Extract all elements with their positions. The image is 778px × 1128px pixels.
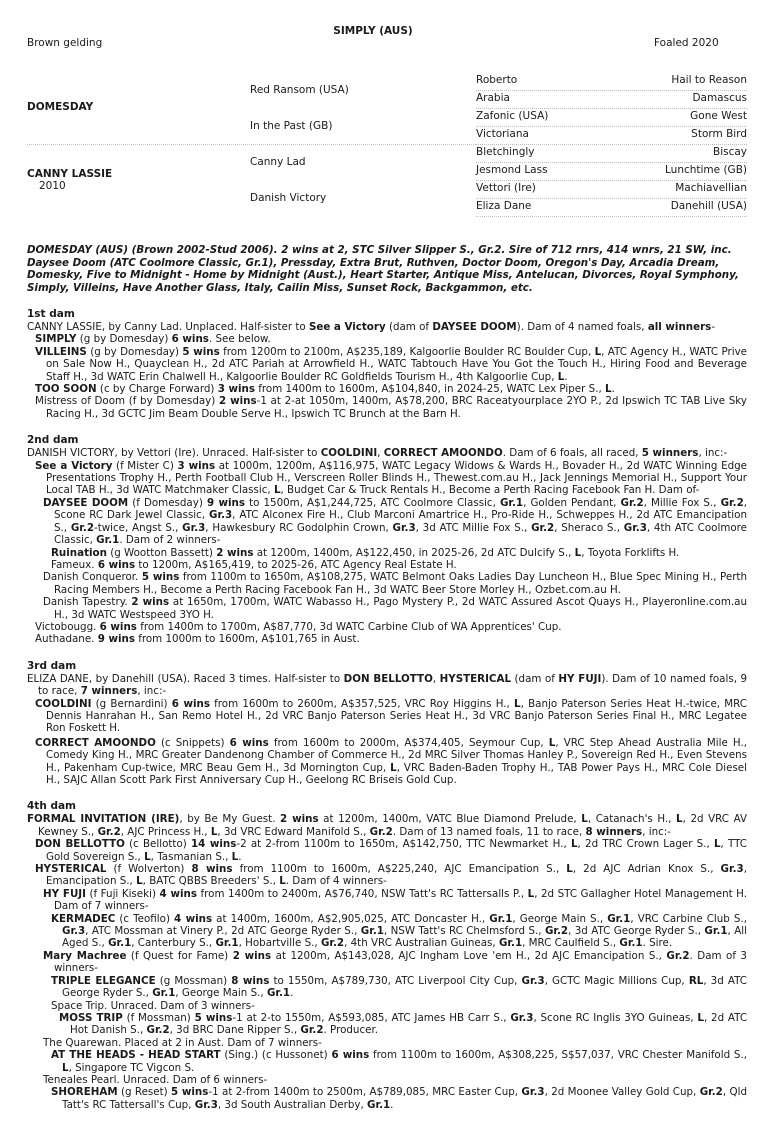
family-entry: Authadane. 9 wins from 1000m to 1600m, A$101,765 in Aust. — [35, 633, 360, 646]
lot-header — [27, 0, 747, 56]
dam-heading: 3rd dam — [27, 659, 77, 672]
dam-sections — [27, 308, 747, 1111]
horse-name: SIMPLY (AUS) — [333, 25, 413, 37]
g3-sire: Arabia — [476, 92, 510, 104]
family-entry: ELIZA DANE, by Danehill (USA). Raced 3 times. Half-sister to DON BELLOTTO, HYSTERICAL (dam of HY FUJI). Dam of 10 named foals, 9 to race, 7 winners, inc:- — [27, 672, 748, 698]
g3-grandsire: Machiavellian — [675, 182, 747, 194]
pedigree-g3-row — [476, 126, 747, 145]
g3-sire: Vettori (Ire) — [476, 182, 536, 194]
pedigree-g3-row — [476, 198, 747, 217]
g3-sire: Victoriana — [476, 128, 529, 140]
g3-grandsire: Storm Bird — [691, 128, 747, 140]
dam-section — [27, 800, 747, 1111]
pedigree-dam-name: CANNY LASSIE — [27, 168, 113, 180]
family-entry: HYSTERICAL (f Wolverton) 8 wins from 1100m to 1600m, A$225,240, AJC Emancipation S., L, 2d AJC Adrian Knox S., Gr.3, Emancipation S., L, BATC QBBS Breeders' S., L. Dam of 4 winners- — [35, 863, 747, 888]
family-entry: Danish Tapestry. 2 wins at 1650m, 1700m, WATC Wabasso H., Pago Mystery P., 2d WATC Assured Ascot Quays H., Playeronline.com.au H., 3d WATC Westspeed 3YO H. — [43, 596, 747, 621]
family-entry: FORMAL INVITATION (IRE), by Be My Guest. 2 wins at 1200m, 1400m, VATC Blue Diamond Prelude, L, Catanach's H., L, 2d VRC AV Kewney S., Gr.2, AJC Princess H., L, 3d VRC Edward Manifold S., Gr.2. Dam of 13 named foals, 11 to race, 8 winners, inc:- — [27, 813, 747, 838]
family-entry: MOSS TRIP (f Mossman) 5 wins-1 at 2-to 1550m, A$593,085, ATC James HB Carr S., Gr.3, Scone RC Inglis 3YO Guineas, L, 2d ATC Hot Danish S., Gr.2, 3d BRC Dane Ripper S., Gr.2. Producer. — [59, 1011, 748, 1037]
family-entry: VILLEINS (g by Domesday) 5 wins from 1200m to 2100m, A$235,189, Kalgoorlie Boulder RC Boulder Cup, L, ATC Agency H., WATC Prive on Sale Now H., Quayclean H., 2d ATC Pariah at Arrowfield H., WATC Tabtouch Have You Got the Touch H., Hiring Food and Beverage Staff H., 3d WATC Erin Chalwell H., Kalgoorlie Boulder RC Goldfields Tourism H., 4th Kalgoorlie Cup, L. — [35, 345, 747, 383]
g3-grandsire: Lunchtime (GB) — [665, 164, 747, 176]
family-entry: COOLDINI (g Bernardini) 6 wins from 1600m to 2600m, A$357,525, VRC Roy Higgins H., L, Banjo Paterson Series Heat H.-twice, MRC Dennis Hanrahan H., San Remo Hotel H., 2d VRC Banjo Paterson Series Heat H., 3d VRC Banjo Paterson Series Final H., MRC Legatee Ron Foskett H. — [35, 697, 747, 735]
g3-sire: Jesmond Lass — [476, 164, 548, 176]
pedigree-divider — [27, 144, 476, 145]
family-entry: CORRECT AMOONDO (c Snippets) 6 wins from 1600m to 2000m, A$374,405, Seymour Cup, L, VRC Step Ahead Australia Mile H., Comedy King H., MRC Greater Dandenong Chamber of Commerce H., 2d MRC Silver Thomas Hanley P., Sovereign Red H., Even Stevens H., Pakenham Cup-twice, MRC Beau Gem H., 3d Mornington Cup, L, VRC Baden-Baden Trophy H., TAB Power Pays H., MRC Cole Diesel H., SAJC Allan Scott Park First Anniversary Cup H., Geelong RC Briseis Gold Cup. — [35, 736, 748, 786]
family-entry: Danish Conqueror. 5 wins from 1100m to 1650m, A$108,275, WATC Belmont Oaks Ladies Day Luncheon H., Blue Spec Mining H., Perth Racing Members H., Become a Perth Racing Facebook Fan H., 3d WATC Beer Store Morley H., Ozbet.com.au H. — [43, 571, 747, 596]
family-entry: CANNY LASSIE, by Canny Lad. Unplaced. Half-sister to See a Victory (dam of DAYSEE DOOM). Dam of 4 named foals, all winners- — [27, 321, 716, 333]
family-entry: Ruination (g Wootton Bassett) 2 wins at 1200m, 1400m, A$122,450, in 2025-26, 2d ATC Dulcify S., L, Toyota Forklifts H. — [51, 546, 680, 559]
sire-summary: DOMESDAY (AUS) (Brown 2002-Stud 2006). 2 wins at 2, STC Silver Slipper S., Gr.2. Sire of 712 rnrs, 414 wnrs, 21 SW, inc. Daysee Doom (ATC Coolmore Classic, Gr.1), Pressday, Extra Brut, Ruthven, Doctor Doom, Oregon's Day, Arcadia Dream, Domesky, Five to Midnight - Home by Midnight (Aust.), Heart Starter, Antique Miss, Antelucan, Divorces, Royal Symphony, Simply, Villeins, Have Another Glass, Italy, Cailin Miss, Sunset Rock, Backgammon, etc. — [27, 244, 739, 294]
dam-heading: 2nd dam — [27, 434, 79, 447]
family-entry: DAYSEE DOOM (f Domesday) 9 wins to 1500m, A$1,244,725, ATC Coolmore Classic, Gr.1, Golden Pendant, Gr.2, Millie Fox S., Gr.2, Scone RC Dark Jewel Classic, Gr.3, ATC Alconex Fire H., Club Marconi Amartrice H., Pro-Ride H., Schweppes H., 2d ATC Emancipation S., Gr.2-twice, Angst S., Gr.3, Hawkesbury RC Godolphin Crown, Gr.3, 3d ATC Millie Fox S., Gr.2, Sheraco S., Gr.3, 4th ATC Coolmore Classic, Gr.1. Dam of 2 winners- — [43, 496, 748, 547]
family-entry: Fameux. 6 wins to 1200m, A$165,419, to 2025-26, ATC Agency Real Estate H. — [51, 558, 457, 571]
dam-heading: 1st dam — [27, 308, 75, 320]
family-entry: SIMPLY (g by Domesday) 6 wins. See below. — [35, 333, 271, 346]
pedigree-sire-dam: In the Past (GB) — [250, 120, 333, 132]
family-entry: The Quarewan. Placed at 2 in Aust. Dam of 7 winners- — [43, 1036, 322, 1049]
pedigree-sire-sire: Red Ransom (USA) — [250, 84, 349, 96]
g3-sire: Eliza Dane — [476, 200, 532, 212]
g3-sire: Bletchingly — [476, 146, 535, 158]
g3-sire: Zafonic (USA) — [476, 110, 549, 122]
pedigree-sire: DOMESDAY — [27, 101, 94, 113]
family-entry: DANISH VICTORY, by Vettori (Ire). Unraced. Half-sister to COOLDINI, CORRECT AMOONDO. Dam of 6 foals, all raced, 5 winners, inc:- — [27, 447, 728, 460]
pedigree-dam — [27, 168, 112, 192]
family-entry: KERMADEC (c Teofilo) 4 wins at 1400m, 1600m, A$2,905,025, ATC Doncaster H., Gr.1, George Main S., Gr.1, VRC Carbine Club S., Gr.3, ATC Mossman at Vinery P., 2d ATC George Ryder S., Gr.1, NSW Tatt's RC Chelmsford S., Gr.2, 3d ATC George Ryder S., Gr.1, All Aged S., Gr.1, Canterbury S., Gr.1, Hobartville S., Gr.2, 4th VRC Australian Guineas, Gr.1, MRC Caulfield S., Gr.1. Sire. — [51, 912, 747, 950]
pedigree-g3-row — [476, 90, 747, 109]
pedigree-g3-row — [476, 162, 747, 181]
family-entry: TOO SOON (c by Charge Forward) 3 wins from 1400m to 1600m, A$104,840, in 2024-25, WATC Lex Piper S., L. — [35, 383, 615, 396]
g3-grandsire: Biscay — [712, 146, 747, 158]
family-entry: Mistress of Doom (f by Domesday) 2 wins-1 at 2-at 1050m, 1400m, A$78,200, BRC Raceatyourplace 2YO P., 2d Ipswich TC TAB Live Sky Racing H., 3d GCTC Jim Beam Double Serve H., Ipswich TC Brunch at the Barn H. — [35, 395, 747, 420]
pedigree-g3-row — [476, 144, 747, 163]
g3-grandsire: Danehill (USA) — [670, 200, 747, 212]
family-entry: Mary Machree (f Quest for Fame) 2 wins at 1200m, A$143,028, AJC Ingham Love 'em H., 2d AJC Emancipation S., Gr.2. Dam of 3 winners- — [43, 949, 747, 975]
dam-section — [27, 434, 747, 646]
g3-sire: Roberto — [476, 74, 518, 86]
pedigree-g3-row — [476, 72, 747, 91]
family-entry: TRIPLE ELEGANCE (g Mossman) 8 wins to 1550m, A$789,730, ATC Liverpool City Cup, Gr.3, GCTC Magic Millions Cup, RL, 3d ATC George Ryder S., Gr.1, George Main S., Gr.1. — [51, 974, 747, 1000]
pedigree-dam-year: 2010 — [39, 180, 66, 192]
family-entry: Teneales Pearl. Unraced. Dam of 6 winners- — [43, 1073, 268, 1086]
family-entry: See a Victory (f Mister C) 3 wins at 1000m, 1200m, A$116,975, WATC Legacy Widows & Wards H., Bovader H., 2d WATC Winning Edge Presentations Trophy H., Perth Football Club H., Verscreen Roller Blinds H., Thewest.com.au H., Jack Jennings Memorial H., Support Your Local TAB H., 3d WATC Matchmaker Classic, L, Budget Car & Truck Rentals H., Become a Perth Racing Facebook Fan H. Dam of- — [35, 459, 747, 497]
family-entry: SHOREHAM (g Reset) 5 wins-1 at 2-from 1400m to 2500m, A$789,085, MRC Easter Cup, Gr.3, 2d Moonee Valley Gold Cup, Gr.2, Qld Tatt's RC Tattersall's Cup, Gr.3, 3d South Australian Derby, Gr.1. — [51, 1086, 747, 1111]
dam-section — [27, 308, 747, 420]
family-entry: AT THE HEADS - HEAD START (Sing.) (c Hussonet) 6 wins from 1100m to 1600m, A$308,225, S$57,037, VRC Chester Manifold S., L, Singapore TC Vigcon S. — [51, 1049, 747, 1074]
pedigree-table — [27, 72, 747, 234]
family-entry: Victobougg. 6 wins from 1400m to 1700m, A$87,770, 3d WATC Carbine Club of WA Apprentices' Cup. — [35, 620, 562, 633]
horse-sex: Brown gelding — [27, 37, 103, 49]
dam-section — [27, 660, 747, 787]
pedigree-dam-sire: Canny Lad — [250, 156, 306, 168]
foaled-year: Foaled 2020 — [654, 37, 719, 49]
family-entry: HY FUJI (f Fuji Kiseki) 4 wins from 1400m to 2400m, A$76,740, NSW Tatt's RC Tattersalls P., L, 2d STC Gallagher Hotel Management H. Dam of 7 winners- — [43, 887, 748, 913]
family-entry: DON BELLOTTO (c Bellotto) 14 wins-2 at 2-from 1100m to 1650m, A$142,750, TTC Newmarket H., L, 2d TRC Crown Lager S., L, TTC Gold Sovereign S., L, Tasmanian S., L. — [35, 838, 748, 863]
pedigree-g3-row — [476, 180, 747, 199]
pedigree-dam-dam: Danish Victory — [250, 192, 327, 204]
dam-heading: 4th dam — [27, 800, 76, 813]
family-entry: Space Trip. Unraced. Dam of 3 winners- — [51, 999, 255, 1012]
g3-grandsire: Gone West — [690, 110, 747, 122]
g3-grandsire: Damascus — [692, 92, 747, 104]
pedigree-g3-row — [476, 108, 747, 127]
catalogue-page — [27, 0, 747, 1111]
g3-grandsire: Hail to Reason — [671, 74, 747, 86]
